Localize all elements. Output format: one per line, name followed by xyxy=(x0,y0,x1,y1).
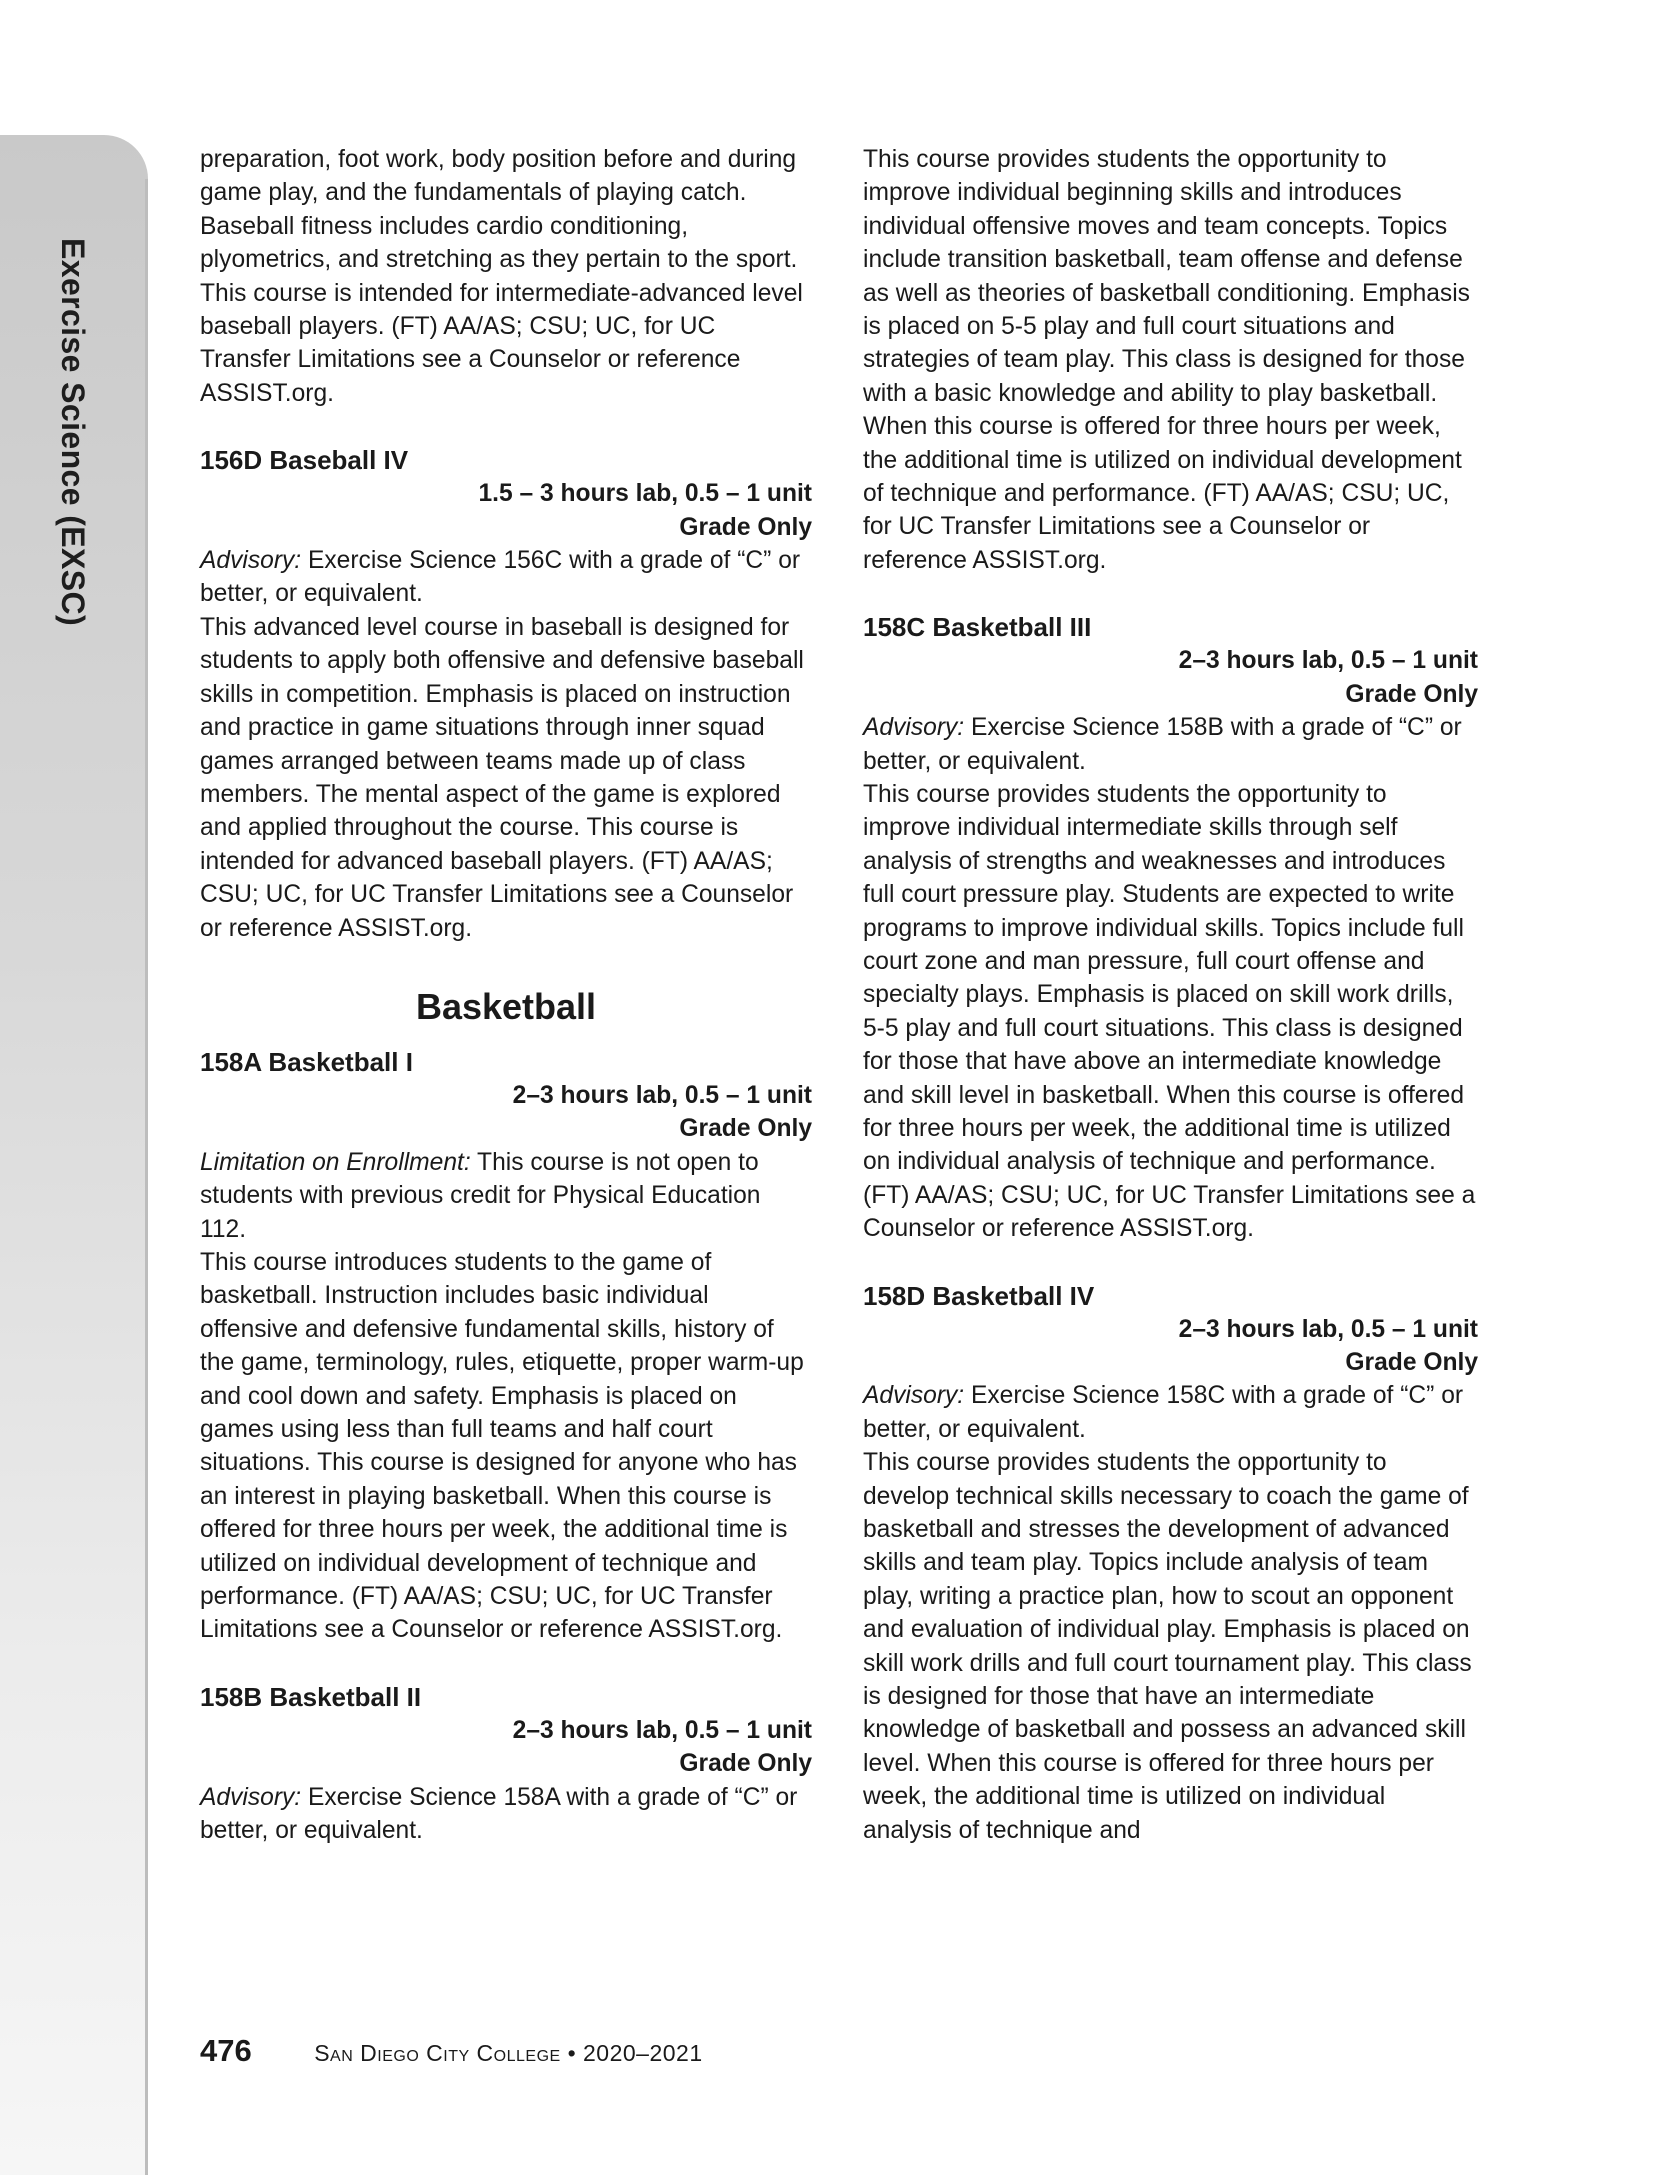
course-description: This course provides students the opportunity to improve individual intermediate skills through self analysis of strengths and weaknesses and introduces full court pressure play. Students are expected to write programs to improve individual skills. Topics include full court zone and man pressure, full court offense and specialty plays. Emphasis is placed on skill work drills, 5-5 play and full court situations. This class is designed for those that have above an intermediate knowledge and skill level in basketball. When this course is offered for three hours per week, the additional time is utilized on individual analysis of technique and performance. (FT) AA/AS; CSU; UC, for UC Transfer Limitations see a Counselor or reference ASSIST.org. xyxy=(863,780,1476,1243)
course-entry-158b xyxy=(200,1680,812,1848)
course-grading: Grade Only xyxy=(1345,1349,1478,1376)
limitation-text: This course is not open to students with previous credit for Physical Education 112. xyxy=(200,1148,761,1243)
page-footer xyxy=(200,2033,703,2069)
advisory-label: Advisory: xyxy=(200,547,302,575)
course-advisory xyxy=(200,544,812,611)
course-description: This course provides students the opportunity to develop technical skills necessary to coach the game of basketball and stresses the development of advanced skills and team play. Topics include analysis of team play, writing a practice plan, how to scout an opponent and evaluation of individual play. Emphasis is placed on skill work drills and full court tournament play. This class is designed for those that have an intermediate knowledge of basketball and possess an advanced skill level. When this course is offered for three hours per week, the additional time is utilized on individual analysis of technique and xyxy=(863,1449,1472,1844)
publication-info: San Diego City College • 2020–2021 xyxy=(314,2040,703,2066)
course-hours: 1.5 – 3 hours lab, 0.5 – 1 unit xyxy=(478,480,812,508)
advisory-label: Advisory: xyxy=(200,1783,302,1811)
course-grading: Grade Only xyxy=(679,1750,812,1778)
continued-description: This course provides students the opportunity to improve individual beginning skills and introduces individual offensive moves and team concepts. Topics include transition basketball, team offense and defense as well as theories of basketball conditioning. Emphasis is placed on 5-5 play and full court situations and strategies of team play. This class is designed for those with a basic knowledge and ability to play basketball. When this course is offered for three hours per week, the additional time is utilized on individual development of technique and performance. (FT) AA/AS; CSU; UC, for UC Transfer Limitations see a Counselor or reference ASSIST.org. xyxy=(863,146,1470,574)
course-hours: 2–3 hours lab, 0.5 – 1 unit xyxy=(1178,647,1478,675)
section-tab-label: Exercise Science (EXSC) xyxy=(55,238,91,627)
advisory-text: Exercise Science 158A with a grade of “C” or better, or equivalent. xyxy=(200,1783,798,1845)
advisory-text: Exercise Science 158C with a grade of “C” or better, or equivalent. xyxy=(863,1382,1464,1443)
course-description: This advanced level course in baseball is designed for students to apply both offensive and defensive baseball skills in competition. Emphasis is placed on instruction and practice in game situations through inner squad games arranged between teams made up of class members. The mental aspect of the game is explored and applied throughout the course. This course is intended for advanced baseball players. (FT) AA/AS; CSU; UC, for UC Transfer Limitations see a Counselor or reference ASSIST.org. xyxy=(200,613,804,942)
advisory-label: Advisory: xyxy=(863,714,965,742)
course-hours: 2–3 hours lab, 0.5 – 1 unit xyxy=(1178,1315,1478,1343)
left-column xyxy=(200,143,812,1847)
course-description: This course introduces students to the game of basketball. Instruction includes basic individual offensive and defensive fundamental skills, history of the game, terminology, rules, etiquette, proper warm-up and cool down and safety. Emphasis is placed on games using less than full teams and half court situations. This course is designed for anyone who has an interest in playing basketball. When this course is offered for three hours per week, the additional time is utilized on individual development of technique and performance. (FT) AA/AS; CSU; UC, for UC Transfer Limitations see a Counselor or reference ASSIST.org. xyxy=(200,1248,804,1644)
course-entry-158d xyxy=(863,1279,1478,1848)
course-entry-156d xyxy=(200,443,812,945)
course-title: 158D Basketball IV xyxy=(863,1280,1095,1311)
limitation-label: Limitation on Enrollment: xyxy=(200,1148,471,1176)
course-advisory xyxy=(863,711,1478,778)
continued-description: preparation, foot work, body position before and during game play, and the fundamentals of playing catch. Baseball fitness includes cardio conditioning, plyometrics, and stretching as they pertain to the sport. This course is intended for intermediate-advanced level baseball players. (FT) AA/AS; CSU; UC, for UC Transfer Limitations see a Counselor or reference ASSIST.org. xyxy=(200,146,803,407)
section-heading-basketball: Basketball xyxy=(415,985,597,1027)
course-grading: Grade Only xyxy=(1345,680,1478,708)
page-number: 476 xyxy=(200,2033,252,2068)
side-tab-rule xyxy=(145,179,148,2175)
course-title: 158C Basketball III xyxy=(863,612,1092,643)
right-column xyxy=(863,143,1478,1847)
advisory-label: Advisory: xyxy=(863,1382,965,1410)
course-entry-158a xyxy=(200,1045,812,1647)
course-hours: 2–3 hours lab, 0.5 – 1 unit xyxy=(512,1716,812,1744)
course-title: 158A Basketball I xyxy=(200,1046,413,1077)
course-hours: 2–3 hours lab, 0.5 – 1 unit xyxy=(512,1081,812,1109)
advisory-text: Exercise Science 158B with a grade of “C” or better, or equivalent. xyxy=(863,714,1462,775)
course-advisory xyxy=(200,1781,812,1848)
course-entry-158c xyxy=(863,610,1478,1245)
advisory-text: Exercise Science 156C with a grade of “C” or better, or equivalent. xyxy=(200,547,801,608)
course-grading: Grade Only xyxy=(679,1115,812,1143)
course-title: 158B Basketball II xyxy=(200,1681,422,1712)
course-advisory xyxy=(863,1379,1478,1446)
course-limitation xyxy=(200,1146,812,1246)
course-grading: Grade Only xyxy=(679,513,812,541)
course-title: 156D Baseball IV xyxy=(200,445,409,476)
